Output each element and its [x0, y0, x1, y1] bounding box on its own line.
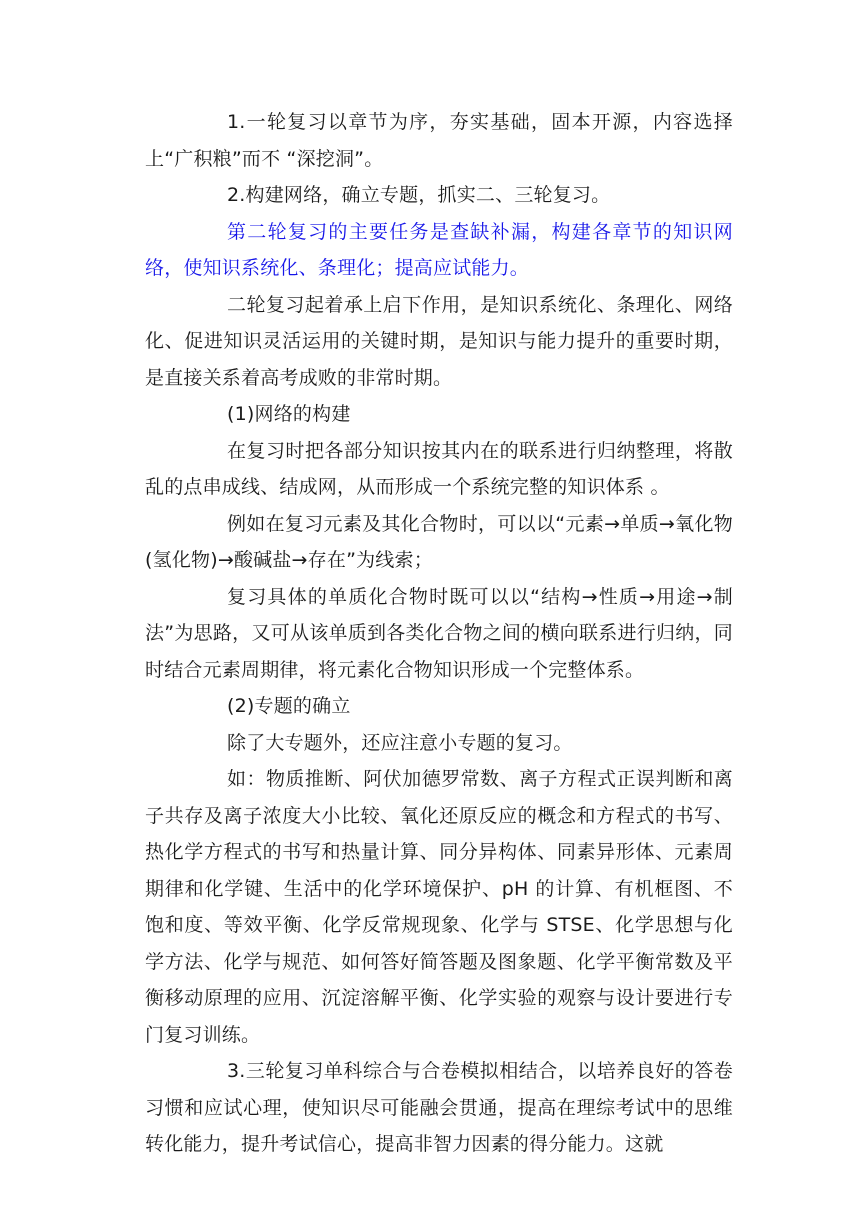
- paragraph-build-network: 2.构建网络，确立专题，抓实二、三轮复习。: [227, 184, 611, 206]
- paragraph-network-method: 在复习时把各部分知识按其内在的联系进行归纳整理，将散乱的点串成线、结成网，从而形成一个系统完整的知识体系 。: [145, 439, 733, 498]
- paragraph-small-topics: 除了大专题外，还应注意小专题的复习。: [227, 731, 573, 754]
- paragraph-second-round-task: 第二轮复习的主要任务是查缺补漏，构建各章节的知识网络，使知识系统化、条理化；提高应试能力。: [145, 220, 733, 279]
- heading-network-construction: (1)网络的构建: [227, 403, 351, 425]
- paragraph-element-example: 例如在复习元素及其化合物时，可以以“元素→单质→氧化物(氢化物)→酸碱盐→存在”为线索；: [145, 512, 733, 571]
- paragraph-third-round: 3.三轮复习单科综合与合卷模拟相结合，以培养良好的答卷习惯和应试心理，使知识尽可能融会贯通，提高在理综考试中的思维转化能力，提升考试信心，提高非智力因素的得分能力。这就: [145, 1060, 733, 1155]
- paragraph-topic-list: 如：物质推断、阿伏加德罗常数、离子方程式正误判断和离子共存及离子浓度大小比较、氧化还原反应的概念和方程式的书写、热化学方程式的书写和热量计算、同分异构体、同素异形体、元素周期律和化学键、生活中的化学环境保护、pH 的计算、有机框图、不饱和度、等效平衡、化学反常规现象、化学与 STSE、化学思想与化学方法、化学与规范、如何答好简答题及图象题、化学平衡常数及平衡移动原理的应用、沉淀溶解平衡、化学实验的观察与设计要进行专门复习训练。: [145, 768, 733, 1046]
- paragraph-second-round-role: 二轮复习起着承上启下作用，是知识系统化、条理化、网络化、促进知识灵活运用的关键时期，是知识与能力提升的重要时期，是直接关系着高考成败的非常时期。: [145, 293, 733, 389]
- document-body: [145, 104, 733, 1163]
- heading-topic-establishment: (2)专题的确立: [227, 695, 351, 717]
- paragraph-review-round-one: 1.一轮复习以章节为序，夯实基础，固本开源，内容选择上“广积粮”而不 “深挖洞”。: [145, 111, 733, 170]
- paragraph-compound-review: 复习具体的单质化合物时既可以以“结构→性质→用途→制法”为思路，又可从该单质到各类化合物之间的横向联系进行归纳，同时结合元素周期律，将元素化合物知识形成一个完整体系。: [145, 585, 733, 681]
